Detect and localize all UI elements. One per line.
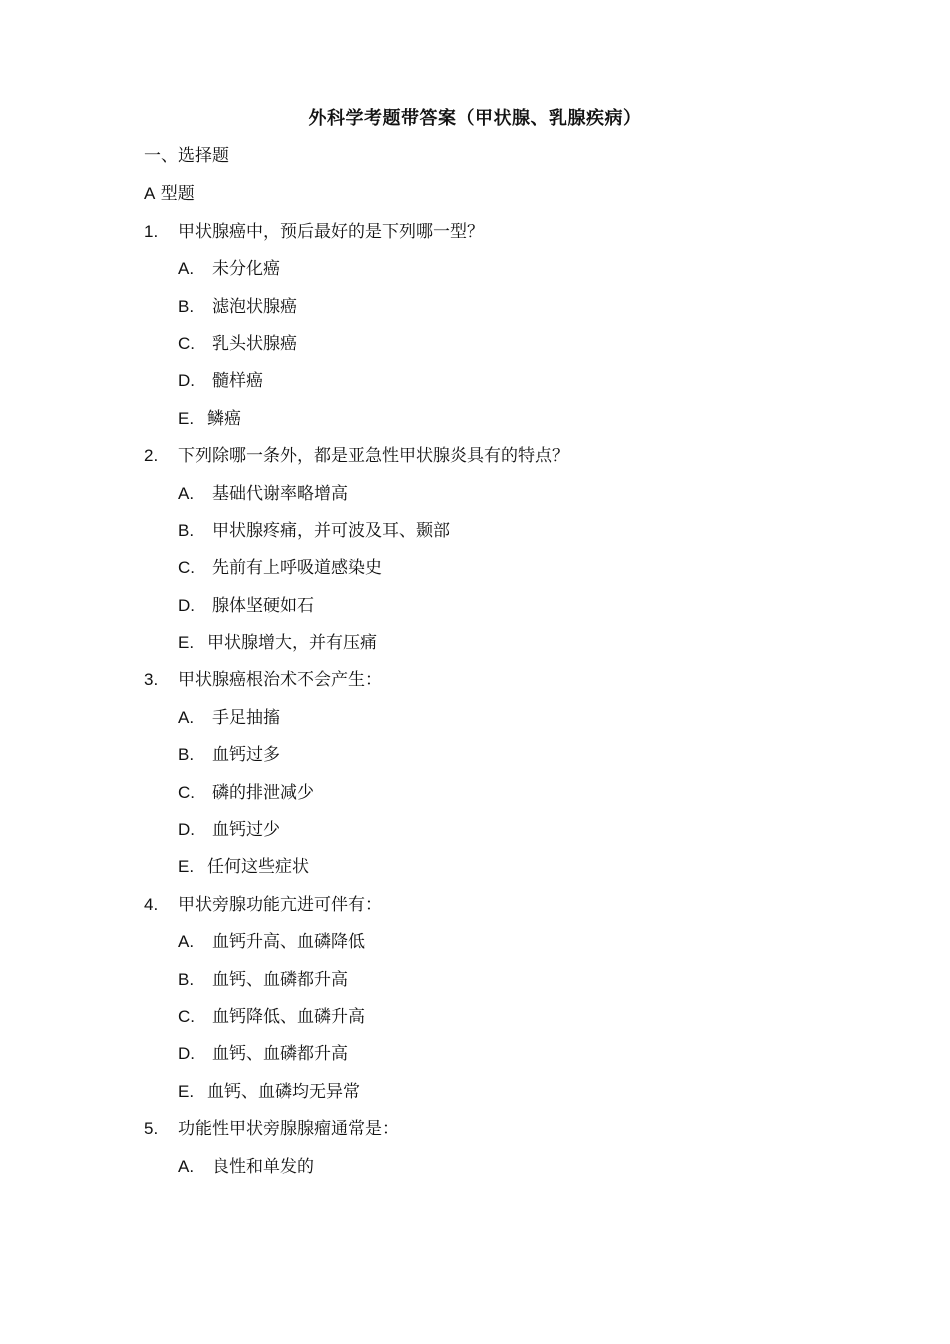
question-number: 1. — [144, 221, 159, 241]
option — [144, 1148, 824, 1185]
subsection-heading — [144, 175, 824, 212]
question — [144, 661, 824, 698]
option-letter: C. — [178, 1006, 195, 1026]
option-letter: D. — [178, 595, 195, 615]
question-number: 4. — [144, 894, 159, 914]
option — [144, 624, 824, 661]
option — [144, 1035, 824, 1072]
question-number: 3. — [144, 670, 159, 690]
option-text: 滤泡状腺癌 — [212, 296, 297, 317]
option-letter: B. — [178, 296, 195, 316]
document-title: 外科学考题带答案（甲状腺、乳腺疾病） — [308, 108, 642, 129]
option-text: 先前有上呼吸道感染史 — [212, 558, 382, 579]
question-text: 甲状腺癌根治术不会产生： — [178, 670, 382, 691]
option — [144, 288, 824, 325]
question-text: 下列除哪一条外，都是亚急性甲状腺炎具有的特点？ — [178, 446, 569, 467]
option-letter: C. — [178, 333, 195, 353]
option-letter: E. — [178, 408, 195, 428]
option-text: 血钙降低、血磷升高 — [212, 1006, 365, 1027]
option-text: 血钙过少 — [212, 820, 280, 841]
option — [144, 250, 824, 287]
question-number: 2. — [144, 446, 159, 466]
option-letter: C. — [178, 782, 195, 802]
option — [144, 961, 824, 998]
option-text: 良性和单发的 — [212, 1156, 314, 1177]
option-text: 血钙、血磷都升高 — [212, 1044, 348, 1065]
question-number: 5. — [144, 1119, 159, 1139]
option-letter: A. — [178, 483, 195, 503]
option-text: 腺体坚硬如石 — [212, 595, 314, 616]
option — [144, 998, 824, 1035]
option-letter: B. — [178, 969, 195, 989]
option — [144, 848, 824, 885]
option — [144, 699, 824, 736]
option-letter: D. — [178, 371, 195, 391]
option-letter: E. — [178, 1081, 195, 1101]
option-letter: A. — [178, 1156, 195, 1176]
option-letter: B. — [178, 520, 195, 540]
option-text: 甲状腺增大，并有压痛 — [207, 633, 377, 654]
question-text: 功能性甲状旁腺腺瘤通常是： — [178, 1119, 399, 1140]
option-text: 血钙升高、血磷降低 — [212, 932, 365, 953]
question — [144, 886, 824, 923]
option — [144, 325, 824, 362]
option — [144, 400, 824, 437]
option — [144, 736, 824, 773]
question-text: 甲状腺癌中，预后最好的是下列哪一型？ — [178, 221, 484, 242]
option — [144, 811, 824, 848]
option-text: 乳头状腺癌 — [212, 333, 297, 354]
option-text: 磷的排泄减少 — [212, 782, 314, 803]
option-text: 基础代谢率略增高 — [212, 483, 348, 504]
option-letter: E. — [178, 633, 195, 653]
option — [144, 549, 824, 586]
option — [144, 475, 824, 512]
subsection-letter: A — [144, 184, 156, 204]
question — [144, 437, 824, 474]
option — [144, 774, 824, 811]
option-letter: A. — [178, 932, 195, 952]
option — [144, 1073, 824, 1110]
option-letter: B. — [178, 745, 195, 765]
option-letter: A. — [178, 259, 195, 279]
subsection-text: 型题 — [160, 184, 195, 205]
option-text: 血钙过多 — [212, 745, 280, 766]
option-text: 鳞癌 — [207, 408, 241, 429]
option-letter: A. — [178, 707, 195, 727]
option-text: 手足抽搐 — [212, 707, 280, 728]
option-text: 血钙、血磷都升高 — [212, 969, 348, 990]
document-body — [144, 138, 824, 1185]
option-text: 髓样癌 — [212, 371, 263, 392]
question — [144, 213, 824, 250]
option — [144, 512, 824, 549]
option-text: 未分化癌 — [212, 259, 280, 280]
option-text: 任何这些症状 — [207, 857, 309, 878]
option — [144, 362, 824, 399]
option-letter: D. — [178, 820, 195, 840]
option-letter: E. — [178, 857, 195, 877]
question-text: 甲状旁腺功能亢进可伴有： — [178, 894, 382, 915]
question — [144, 1110, 824, 1147]
section-heading: 一、选择题 — [144, 146, 229, 166]
option-text: 甲状腺疼痛，并可波及耳、颞部 — [212, 520, 450, 541]
option-text: 血钙、血磷均无异常 — [207, 1081, 360, 1102]
option — [144, 923, 824, 960]
option-letter: D. — [178, 1044, 195, 1064]
option — [144, 587, 824, 624]
option-letter: C. — [178, 558, 195, 578]
